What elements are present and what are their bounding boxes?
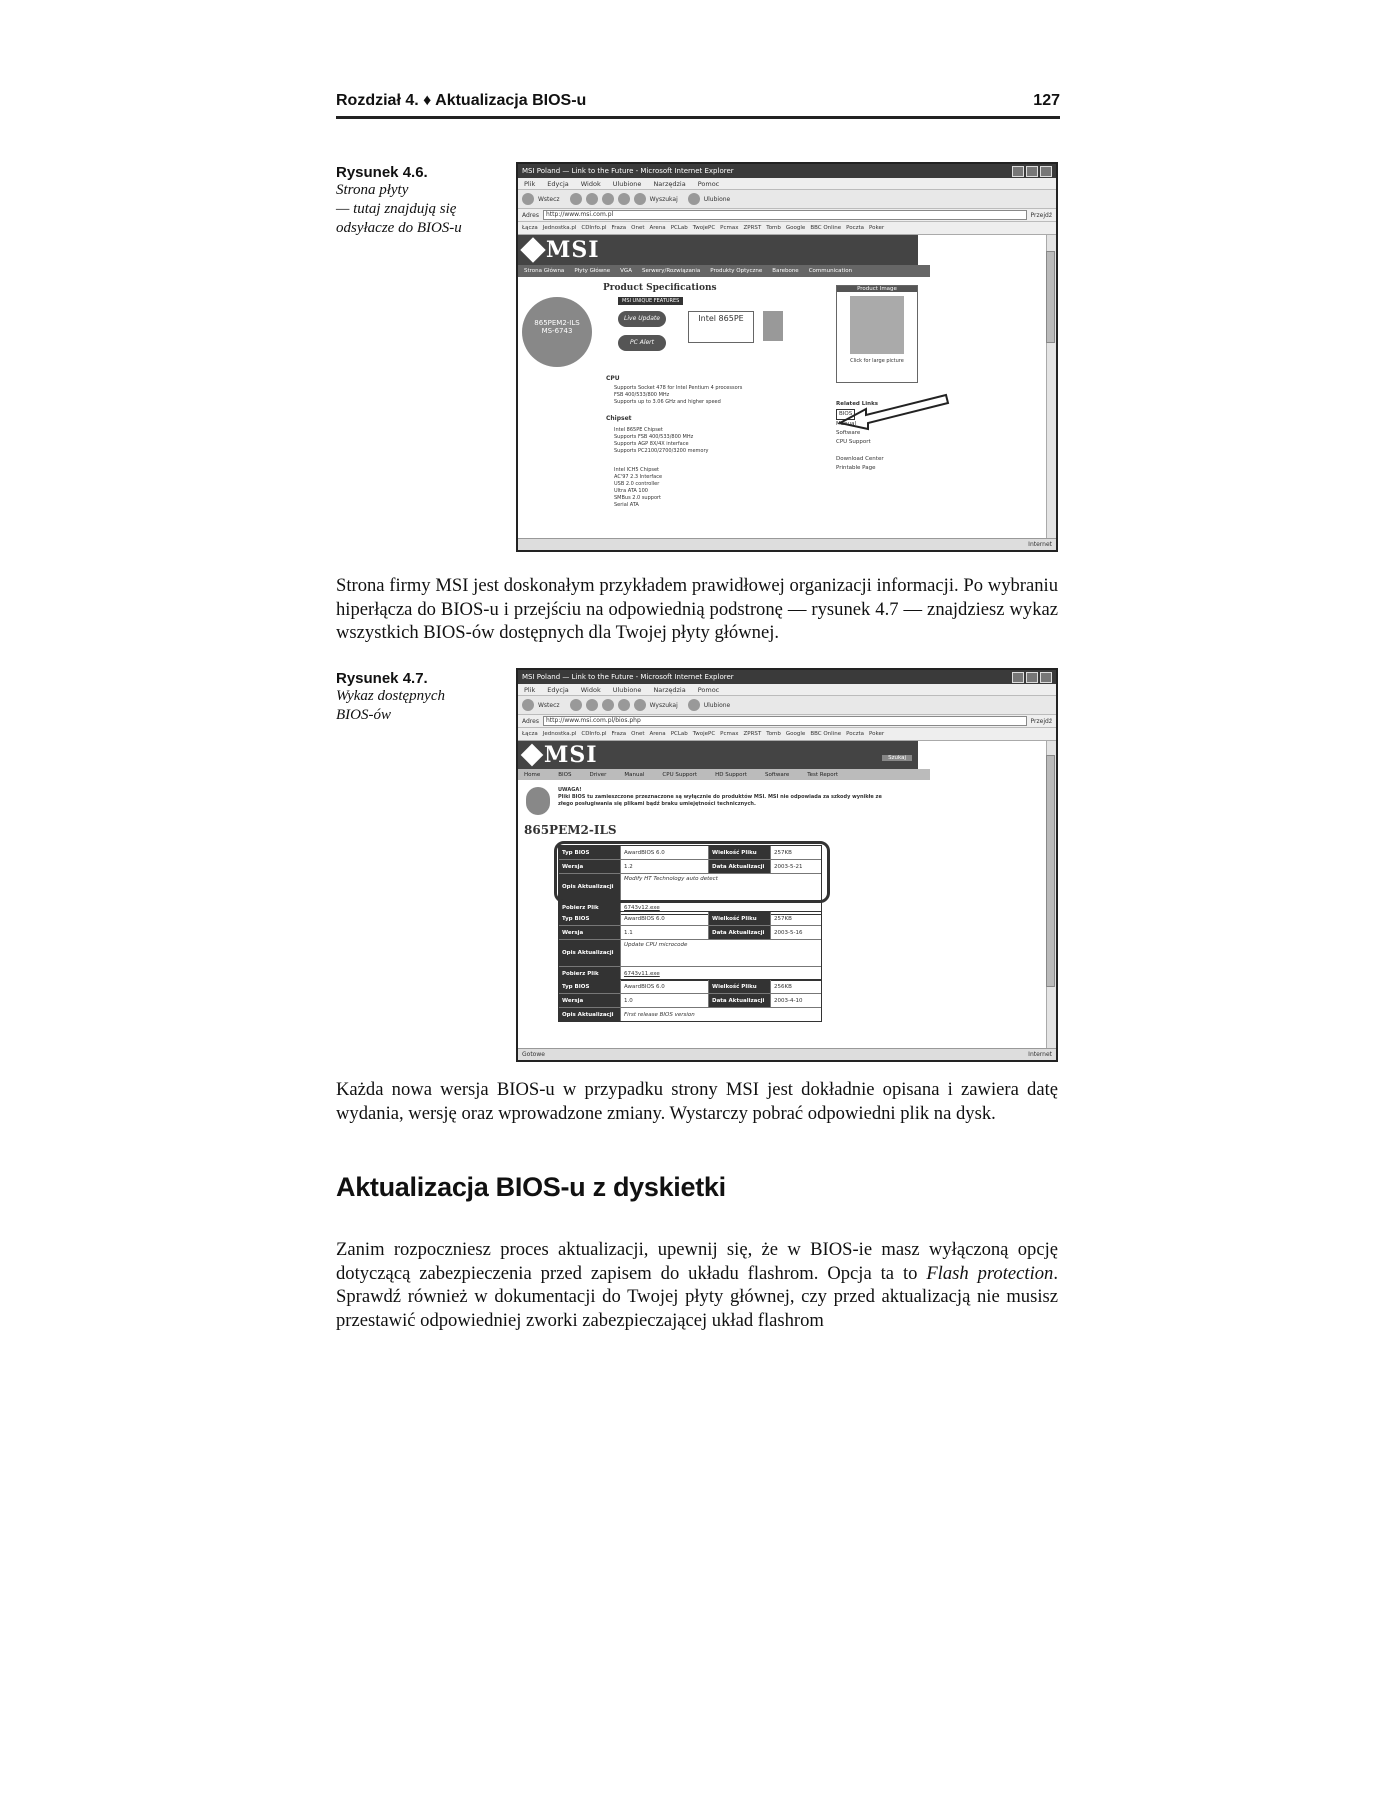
nav-item[interactable]: Home: [524, 771, 541, 778]
search-go-button[interactable]: Szukaj: [882, 755, 912, 761]
menu-bar: [518, 684, 1056, 696]
desc-value: First release BIOS version: [624, 1011, 695, 1018]
warning-disc-icon: [526, 787, 550, 815]
ich-line: SMBus 2.0 support: [614, 495, 662, 501]
ich-line: AC'97 2.3 Interface: [614, 474, 663, 480]
msi-header: [518, 741, 918, 769]
search-button[interactable]: Wyszukaj: [649, 195, 678, 203]
figure-1-caption-line: Strona płyty: [336, 182, 409, 198]
vertical-scrollbar[interactable]: [1046, 235, 1056, 538]
chipset-line: Supports FSB 400/533/800 MHz: [614, 434, 694, 440]
chipset-badge: Intel 865PE: [688, 311, 754, 343]
links-item[interactable]: Jednostka.pl: [542, 731, 577, 737]
size-label: Wielkość Pliku: [709, 980, 771, 993]
go-button[interactable]: Przejdź: [1030, 717, 1052, 725]
status-text: Gotowe: [522, 1051, 545, 1058]
home-icon[interactable]: [618, 193, 630, 205]
close-icon[interactable]: [1040, 166, 1052, 177]
windows-logo-icon: [763, 311, 783, 341]
version-label: Wersja: [559, 860, 621, 873]
warning-title: UWAGA!: [558, 787, 582, 793]
refresh-icon[interactable]: [602, 699, 614, 711]
menu-item[interactable]: Narzędzia: [653, 685, 686, 694]
type-value: AwardBIOS 6.0: [621, 912, 709, 925]
motherboard-image[interactable]: [850, 296, 904, 354]
links-item[interactable]: Arena: [649, 225, 666, 231]
nav-item[interactable]: Barebone: [772, 268, 799, 274]
links-item[interactable]: Fraza: [611, 225, 627, 231]
warning-text: Pliki BIOS tu zamieszczone przeznaczone są wyłącznie do produktów MSI. MSI nie odpowiada za szkody wynikłe ze złego posługiwania się plikami bądź braku umiejętności technicznych.: [558, 794, 882, 807]
page-number: 127: [1033, 92, 1060, 109]
minimize-icon[interactable]: [1012, 672, 1024, 683]
browser-toolbar: [518, 696, 1056, 715]
links-item[interactable]: Pcmax: [720, 731, 739, 737]
cpu-line: Supports Socket 478 for Intel Pentium 4 processors: [614, 385, 743, 391]
menu-item[interactable]: Edycja: [547, 685, 569, 694]
download-label: Pobierz Plik: [559, 901, 621, 914]
status-zone: Internet: [1028, 1051, 1052, 1058]
nav-item[interactable]: Driver: [589, 771, 607, 778]
links-item[interactable]: TwojePC: [692, 731, 716, 737]
links-bar: [518, 728, 1056, 741]
download-link[interactable]: 6743v12.exe: [624, 904, 660, 911]
highlight-frame: [554, 841, 830, 903]
links-item[interactable]: Google: [785, 731, 806, 737]
nav-item[interactable]: Serwery/Rozwiązania: [641, 268, 701, 274]
paragraph-3: [336, 1238, 1058, 1332]
related-link[interactable]: Software: [836, 430, 861, 436]
version-label: Wersja: [559, 926, 621, 939]
scrollbar-thumb[interactable]: [1046, 251, 1055, 343]
chipset-heading: Chipset: [606, 415, 632, 422]
msi-nav: [518, 265, 930, 277]
date-label: Data Aktualizacji: [709, 860, 771, 873]
forward-icon[interactable]: [570, 699, 582, 711]
chipset-list: [614, 427, 709, 455]
unique-features-label: MSI UNIQUE FEATURES: [618, 297, 683, 305]
links-bar: [518, 222, 1056, 235]
date-value: 2003-4-10: [774, 997, 803, 1004]
figure-2-screenshot: [516, 668, 1058, 1062]
msi-header: [518, 235, 918, 265]
msi-nav: [518, 769, 930, 780]
nav-item[interactable]: HD Support: [715, 771, 747, 778]
figure-1-screenshot: [516, 162, 1058, 552]
figure-1-caption-line: odsyłacze do BIOS-u: [336, 220, 462, 236]
chipset-line: Supports PC2100/2700/3200 memory: [614, 448, 709, 454]
msi-logo: MSI: [546, 237, 600, 263]
address-label: Adres: [522, 717, 539, 725]
figure-2-caption-line: Wykaz dostępnych: [336, 688, 445, 704]
links-item[interactable]: Łącza: [522, 731, 538, 737]
desc-label: Opis Aktualizacji: [559, 940, 621, 966]
menu-item[interactable]: Narzędzia: [653, 179, 686, 188]
status-zone: Internet: [1028, 541, 1052, 548]
links-item[interactable]: Google: [785, 225, 806, 231]
links-item[interactable]: Arena: [649, 731, 666, 737]
menu-item[interactable]: Pomoc: [697, 685, 720, 694]
address-input[interactable]: http://www.msi.com.pl/bios.php: [543, 716, 1027, 726]
live-update-badge[interactable]: Live Update: [618, 311, 666, 327]
desc-label: Opis Aktualizacji: [559, 874, 621, 900]
type-label: Typ BIOS: [559, 846, 621, 859]
back-icon[interactable]: [522, 699, 534, 711]
msi-logo: MSI: [544, 742, 598, 768]
paragraph-3-text: . Sprawdź również w dokumentacji do Twojej płyty głównej, czy przed aktualizacją nie musisz przestawić odpowiedniej zworki zabezpieczającej układ flashrom: [336, 1262, 1058, 1331]
links-item[interactable]: CDInfo.pl: [581, 731, 607, 737]
version-label: Wersja: [559, 994, 621, 1007]
board-name: 865PEM2-ILS: [534, 319, 580, 327]
links-item[interactable]: TwojePC: [692, 225, 716, 231]
favorites-icon[interactable]: [688, 699, 700, 711]
refresh-icon[interactable]: [602, 193, 614, 205]
favorites-button[interactable]: Ulubione: [703, 701, 731, 709]
related-link-bios[interactable]: BIOS: [836, 409, 855, 420]
date-value: 2003-5-16: [774, 929, 803, 936]
links-item[interactable]: Tomb: [766, 731, 781, 737]
address-input[interactable]: http://www.msi.com.pl: [543, 210, 1027, 220]
product-image-title: Product Image: [837, 286, 917, 292]
type-label: Typ BIOS: [559, 912, 621, 925]
figure-1-caption-line: — tutaj znajdują się: [336, 201, 457, 217]
status-bar: [518, 538, 1056, 550]
nav-item[interactable]: Produkty Optyczne: [710, 268, 763, 274]
menu-bar: [518, 178, 1056, 190]
nav-item[interactable]: VGA: [620, 268, 632, 274]
download-link[interactable]: 6743v11.exe: [624, 970, 660, 977]
version-value: 1.0: [621, 994, 709, 1007]
cpu-list: [614, 385, 742, 406]
related-link[interactable]: CPU Support: [836, 439, 871, 445]
msi-diamond-icon: [521, 744, 544, 767]
menu-item[interactable]: Ulubione: [612, 685, 642, 694]
favorites-button[interactable]: Ulubione: [703, 195, 731, 203]
maximize-icon[interactable]: [1026, 672, 1038, 683]
ich-line: Ultra ATA 100: [614, 488, 648, 494]
extra-link[interactable]: Download Center: [836, 456, 884, 462]
cpu-line: FSB 400/533/800 MHz: [614, 392, 670, 398]
vertical-scrollbar[interactable]: [1046, 741, 1056, 1048]
board-code: MS-6743: [541, 327, 573, 335]
links-item[interactable]: PCLab: [670, 731, 688, 737]
maximize-icon[interactable]: [1026, 166, 1038, 177]
browser-toolbar: [518, 190, 1056, 209]
links-item[interactable]: Fraza: [611, 731, 627, 737]
nav-item[interactable]: BIOS: [558, 771, 572, 778]
search-icon[interactable]: [634, 193, 646, 205]
size-label: Wielkość Pliku: [709, 846, 771, 859]
links-item[interactable]: ZPRST: [743, 225, 762, 231]
version-value: 1.1: [621, 926, 709, 939]
size-value: 256KB: [774, 983, 792, 990]
ich-line: Serial ATA: [614, 502, 639, 508]
board-badge: [522, 297, 592, 367]
header-rule: [336, 116, 1060, 119]
links-item[interactable]: Tomb: [766, 225, 781, 231]
paragraph-3-text: Zanim rozpoczniesz proces aktualizacji, upewnij się, że w BIOS-ie masz wyłączoną opcję dotyczącą zabezpieczenia przed zapisem do układu flashrom. Opcja ta to: [336, 1239, 1058, 1284]
window-titlebar: [518, 164, 1056, 178]
menu-item[interactable]: Plik: [524, 685, 536, 694]
table-row: [559, 994, 821, 1008]
click-note: Click for large picture: [850, 358, 904, 364]
go-button[interactable]: Przejdź: [1030, 211, 1052, 219]
date-value: 2003-5-21: [774, 863, 803, 870]
section-title: Product Specifications: [603, 283, 717, 293]
links-item[interactable]: CDInfo.pl: [581, 225, 607, 231]
nav-item[interactable]: Communication: [808, 268, 853, 274]
links-item[interactable]: BBC Online: [810, 225, 842, 231]
table-row: [559, 980, 821, 994]
type-label: Typ BIOS: [559, 980, 621, 993]
back-button[interactable]: Wstecz: [538, 701, 560, 709]
table-row: [559, 940, 821, 967]
ich-list: [614, 467, 662, 509]
bios-table: [558, 911, 822, 981]
related-links-title: Related Links: [836, 401, 879, 407]
nav-item[interactable]: CPU Support: [662, 771, 698, 778]
msi-diamond-icon: [520, 237, 545, 262]
figure-1-caption: [336, 164, 496, 238]
size-label: Wielkość Pliku: [709, 912, 771, 925]
search-button[interactable]: Wyszukaj: [649, 701, 678, 709]
table-row: [559, 926, 821, 940]
links-item[interactable]: Poczta: [846, 225, 865, 231]
address-bar: [518, 715, 1056, 728]
window-title: MSI Poland — Link to the Future - Microsoft Internet Explorer: [522, 673, 734, 681]
window-titlebar: [518, 670, 1056, 684]
figure-2-label: Rysunek 4.7.: [336, 670, 428, 687]
page-content: [518, 741, 1056, 1048]
back-button[interactable]: Wstecz: [538, 195, 560, 203]
figure-2-caption-line: BIOS-ów: [336, 707, 391, 723]
ich-line: USB 2.0 controller: [614, 481, 660, 487]
links-item[interactable]: Onet: [631, 731, 645, 737]
table-row: [559, 912, 821, 926]
size-value: 257KB: [774, 849, 792, 856]
cpu-heading: CPU: [606, 375, 620, 382]
related-link[interactable]: Manual: [836, 421, 856, 427]
page-content: [518, 235, 1056, 538]
links-item[interactable]: BBC Online: [810, 731, 842, 737]
nav-item[interactable]: Manual: [624, 771, 645, 778]
menu-item[interactable]: Ulubione: [612, 179, 642, 188]
section-heading: Aktualizacja BIOS-u z dyskietki: [336, 1172, 726, 1202]
links-item[interactable]: Poker: [869, 225, 885, 231]
pc-alert-badge[interactable]: PC Alert: [618, 335, 666, 351]
links-item[interactable]: PCLab: [670, 225, 688, 231]
scrollbar-thumb[interactable]: [1046, 755, 1055, 987]
links-item[interactable]: Jednostka.pl: [542, 225, 577, 231]
links-item[interactable]: Łącza: [522, 225, 538, 231]
version-value: 1.2: [621, 860, 709, 873]
links-item[interactable]: Poker: [869, 731, 885, 737]
menu-item[interactable]: Plik: [524, 179, 536, 188]
download-label: Pobierz Plik: [559, 967, 621, 980]
bios-table: [558, 979, 822, 1022]
minimize-icon[interactable]: [1012, 166, 1024, 177]
table-row: [559, 1008, 821, 1021]
links-item[interactable]: Onet: [631, 225, 645, 231]
stop-icon[interactable]: [586, 193, 598, 205]
home-icon[interactable]: [618, 699, 630, 711]
date-label: Data Aktualizacji: [709, 994, 771, 1007]
menu-item[interactable]: Edycja: [547, 179, 569, 188]
product-image-panel: [836, 285, 918, 383]
nav-item[interactable]: Strona Główna: [524, 268, 565, 274]
arrow-callout-icon: [836, 383, 956, 431]
type-value: AwardBIOS 6.0: [621, 980, 709, 993]
search-icon[interactable]: [634, 699, 646, 711]
window-title: MSI Poland — Link to the Future - Microsoft Internet Explorer: [522, 167, 734, 175]
close-icon[interactable]: [1040, 672, 1052, 683]
flash-protection-term: Flash protection: [926, 1262, 1054, 1284]
chipset-line: Supports AGP 8X/4X interface: [614, 441, 689, 447]
date-label: Data Aktualizacji: [709, 926, 771, 939]
nav-item[interactable]: Płyty Główne: [574, 268, 611, 274]
forward-icon[interactable]: [570, 193, 582, 205]
address-bar: [518, 209, 1056, 222]
chipset-line: Intel 865PE Chipset: [614, 427, 663, 433]
ich-line: Intel ICH5 Chipset: [614, 467, 660, 473]
nav-item[interactable]: Test Report: [807, 771, 839, 778]
type-value: AwardBIOS 6.0: [621, 846, 709, 859]
model-title: 865PEM2-ILS: [524, 823, 617, 837]
desc-label: Opis Aktualizacji: [559, 1008, 621, 1021]
menu-item[interactable]: Widok: [580, 179, 601, 188]
stop-icon[interactable]: [586, 699, 598, 711]
figure-1-label: Rysunek 4.6.: [336, 164, 428, 181]
cpu-line: Supports up to 3.06 GHz and higher speed: [614, 399, 721, 405]
desc-value: Modify HT Technology auto detect: [624, 876, 718, 882]
desc-value: Update CPU microcode: [624, 942, 688, 948]
favorites-icon[interactable]: [688, 193, 700, 205]
menu-item[interactable]: Widok: [580, 685, 601, 694]
figure-2-caption: [336, 670, 496, 725]
links-item[interactable]: Pcmax: [720, 225, 739, 231]
nav-item[interactable]: Software: [764, 771, 790, 778]
paragraph-1: Strona firmy MSI jest doskonałym przykładem prawidłowej organizacji informacji. Po wybraniu hiperłącza do BIOS-u i przejściu na odpowiednią podstronę — rysunek 4.7 — znajdziesz wykaz wszystkich BIOS-ów dostępnych dla Twojej płyty głównej.: [336, 575, 1058, 643]
warning-box: [558, 787, 898, 808]
size-value: 257KB: [774, 915, 792, 922]
running-header-chapter: Rozdział 4. ♦ Aktualizacja BIOS-u: [336, 92, 587, 109]
links-item[interactable]: Poczta: [846, 731, 865, 737]
links-item[interactable]: ZPRST: [743, 731, 762, 737]
paragraph-2: Każda nowa wersja BIOS-u w przypadku strony MSI jest dokładnie opisana i zawiera datę wydania, wersję oraz wprowadzone zmiany. Wystarczy pobrać odpowiedni plik na dysk.: [336, 1079, 1058, 1124]
back-icon[interactable]: [522, 193, 534, 205]
extra-link[interactable]: Printable Page: [836, 465, 876, 471]
menu-item[interactable]: Pomoc: [697, 179, 720, 188]
status-bar: [518, 1048, 1056, 1060]
address-label: Adres: [522, 211, 539, 219]
